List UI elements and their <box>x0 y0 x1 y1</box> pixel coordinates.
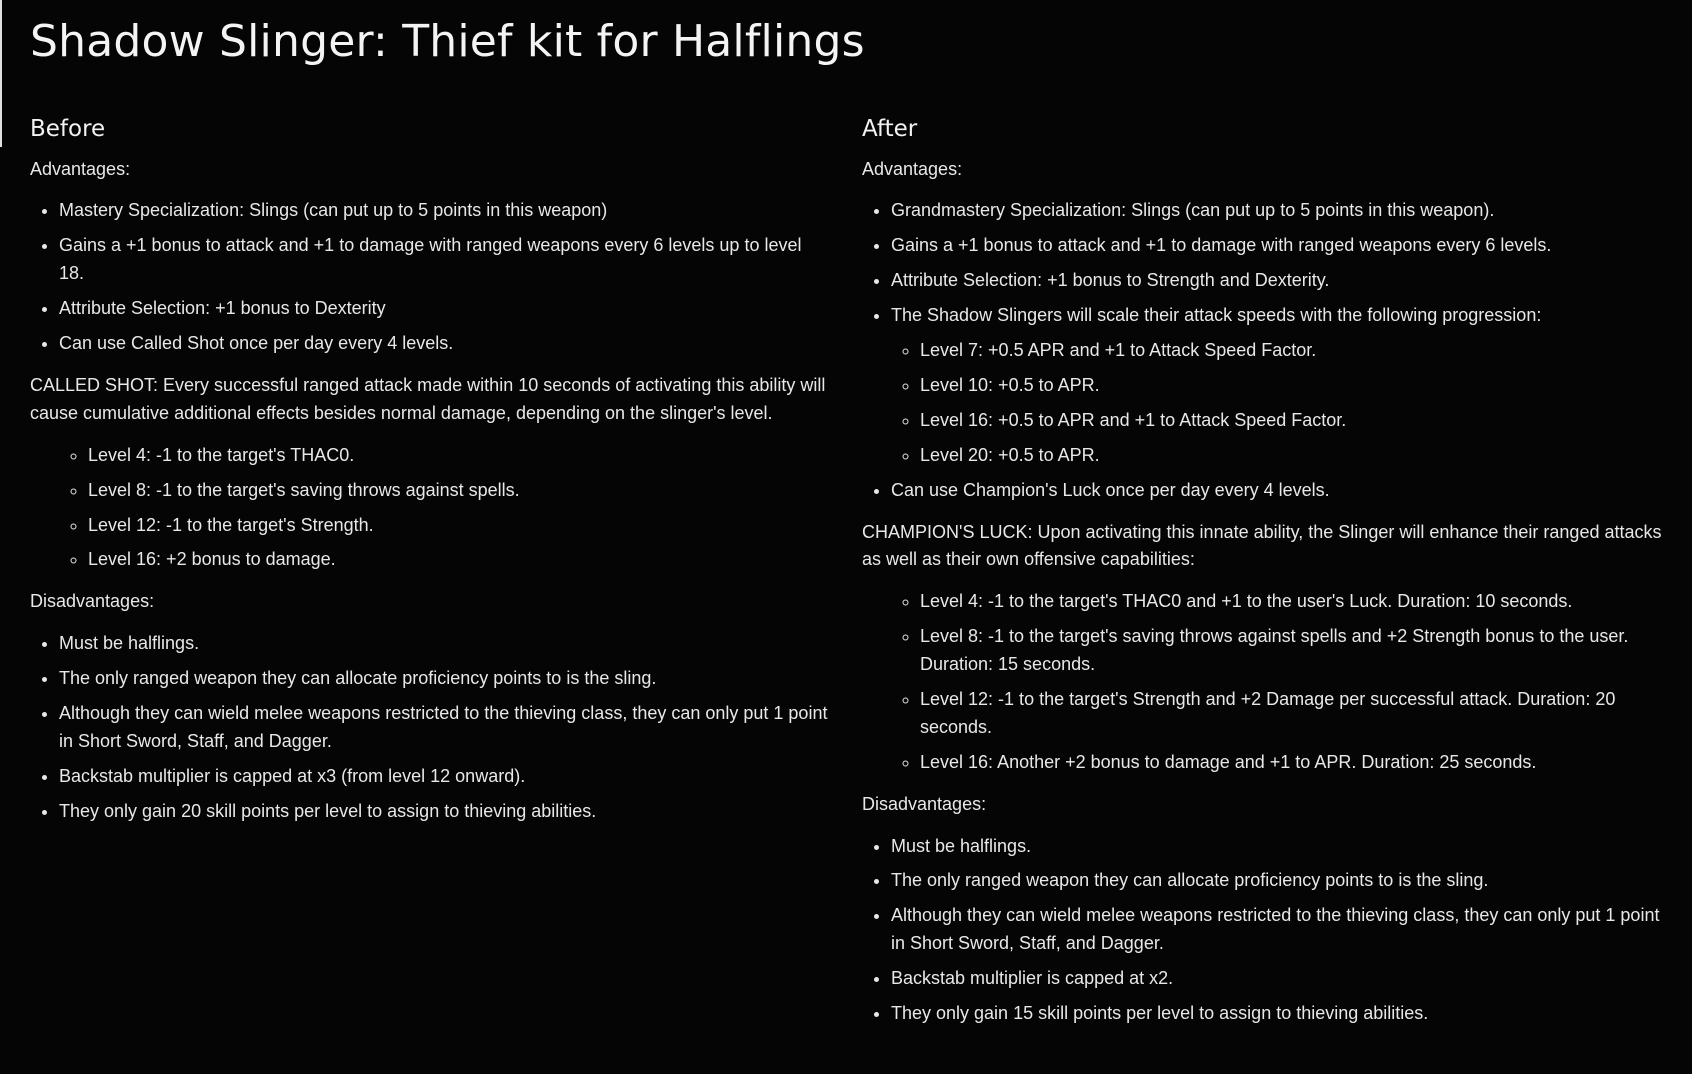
list-item: ◦ Level 8: -1 to the target's saving throws against spells. <box>88 477 830 505</box>
after-column <box>862 116 1662 1042</box>
list-item: ◦ Level 10: +0.5 to APR. <box>920 372 1662 400</box>
list-item: ◦ Level 20: +0.5 to APR. <box>920 442 1662 470</box>
champions-luck-description: CHAMPION'S LUCK: Upon activating this innate ability, the Slinger will enhance their ranged attacks as well as their own offensive capabilities: <box>862 521 1662 570</box>
called-shot-description: CALLED SHOT: Every successful ranged attack made within 10 seconds of activating this ability will cause cumulative additional effects besides normal damage, depending on the slinger's level. <box>30 374 826 423</box>
list-item: ◦ Level 7: +0.5 APR and +1 to Attack Speed Factor. <box>920 337 1662 365</box>
list-item: ◦ Level 12: -1 to the target's Strength and +2 Damage per successful attack. Duration: 20 seconds. <box>920 686 1662 742</box>
list-item: • The only ranged weapon they can allocate proficiency points to is the sling. <box>59 665 830 693</box>
before-advantages-list <box>30 197 830 357</box>
attack-speed-intro: The Shadow Slingers will scale their attack speeds with the following progression: <box>891 305 1542 326</box>
champions-luck-levels-list <box>862 588 1662 776</box>
list-item: • Must be halflings. <box>891 833 1662 861</box>
list-item: • Backstab multiplier is capped at x2. <box>891 965 1662 993</box>
list-item: • Gains a +1 bonus to attack and +1 to damage with ranged weapons every 6 levels. <box>891 232 1662 260</box>
before-disadvantages-list <box>30 630 830 825</box>
list-item: • Grandmastery Specialization: Slings (can put up to 5 points in this weapon). <box>891 197 1662 225</box>
before-heading: Before <box>30 116 106 142</box>
list-item: • Must be halflings. <box>59 630 830 658</box>
list-item: • Attribute Selection: +1 bonus to Dexterity <box>59 295 830 323</box>
after-advantages-label: Advantages: <box>862 158 963 179</box>
title-accent-bar <box>0 0 2 147</box>
list-item: • Mastery Specialization: Slings (can put up to 5 points in this weapon) <box>59 197 830 225</box>
list-item: • They only gain 15 skill points per level to assign to thieving abilities. <box>891 1000 1662 1028</box>
attack-speed-levels-list <box>891 337 1662 470</box>
list-item: ◦ Level 12: -1 to the target's Strength. <box>88 512 830 540</box>
list-item <box>891 302 1662 469</box>
list-item: • The only ranged weapon they can allocate proficiency points to is the sling. <box>891 867 1662 895</box>
list-item: • Can use Called Shot once per day every 4 levels. <box>59 330 830 358</box>
list-item: ◦ Level 8: -1 to the target's saving throws against spells and +2 Strength bonus to the user. Duration: 15 seconds. <box>920 623 1662 679</box>
list-item: • Although they can wield melee weapons restricted to the thieving class, they can only put 1 point in Short Sword, Staff, and Dagger. <box>891 902 1662 958</box>
list-item: • Although they can wield melee weapons restricted to the thieving class, they can only put 1 point in Short Sword, Staff, and Dagger. <box>59 700 830 756</box>
list-item: ◦ Level 4: -1 to the target's THAC0 and +1 to the user's Luck. Duration: 10 seconds. <box>920 588 1662 616</box>
list-item: • They only gain 20 skill points per level to assign to thieving abilities. <box>59 798 830 826</box>
before-advantages-label: Advantages: <box>30 158 131 179</box>
list-item: • Attribute Selection: +1 bonus to Strength and Dexterity. <box>891 267 1662 295</box>
called-shot-levels-list <box>30 442 830 575</box>
after-heading: After <box>862 116 918 142</box>
list-item: ◦ Level 4: -1 to the target's THAC0. <box>88 442 830 470</box>
after-disadvantages-label: Disadvantages: <box>862 793 987 814</box>
after-advantages-list <box>862 197 1662 504</box>
page-title: Shadow Slinger: Thief kit for Halflings <box>30 16 865 67</box>
list-item: ◦ Level 16: +2 bonus to damage. <box>88 546 830 574</box>
before-disadvantages-label: Disadvantages: <box>30 591 155 612</box>
after-disadvantages-list <box>862 833 1662 1028</box>
list-item: ◦ Level 16: Another +2 bonus to damage and +1 to APR. Duration: 25 seconds. <box>920 749 1662 777</box>
before-column <box>30 116 830 840</box>
list-item: ◦ Level 16: +0.5 to APR and +1 to Attack Speed Factor. <box>920 407 1662 435</box>
list-item: • Gains a +1 bonus to attack and +1 to damage with ranged weapons every 6 levels up to level 18. <box>59 232 830 288</box>
list-item: • Can use Champion's Luck once per day every 4 levels. <box>891 477 1662 505</box>
list-item: • Backstab multiplier is capped at x3 (from level 12 onward). <box>59 763 830 791</box>
